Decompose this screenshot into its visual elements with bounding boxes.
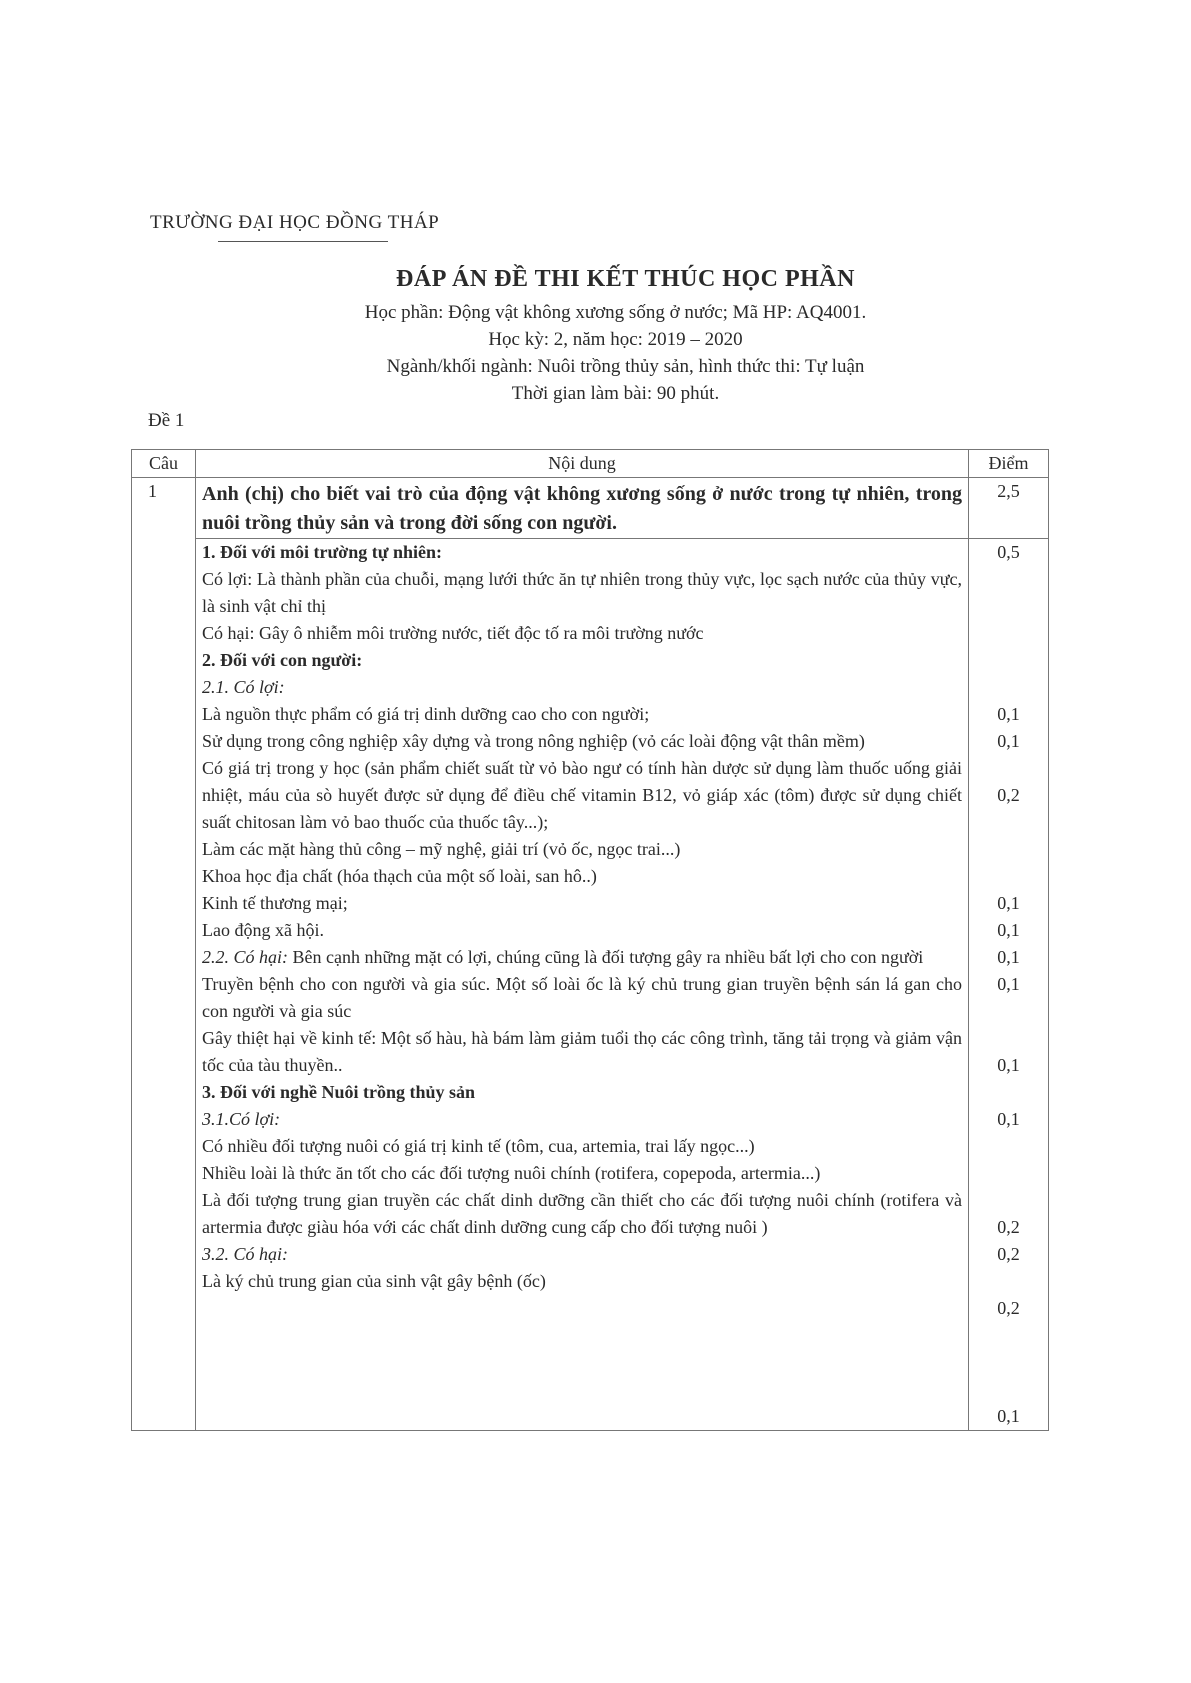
question-number: 1 bbox=[132, 478, 196, 1431]
section-2-2-label: 2.2. Có hại: bbox=[202, 947, 289, 967]
score-item: 0,1 bbox=[997, 704, 1020, 724]
document-title: ĐÁP ÁN ĐỀ THI KẾT THÚC HỌC PHẦN bbox=[396, 266, 855, 292]
question-row bbox=[132, 478, 1049, 539]
score-item: 0,1 bbox=[997, 893, 1020, 913]
score-item: 0,2 bbox=[997, 785, 1020, 805]
answer-content bbox=[196, 539, 969, 1431]
answer-row bbox=[132, 539, 1049, 1431]
list-item: Là nguồn thực phẩm có giá trị dinh dưỡng cao cho con người; bbox=[202, 704, 650, 724]
list-item: Nhiều loài là thức ăn tốt cho các đối tượng nuôi chính (rotifera, copepoda, artermia...) bbox=[202, 1163, 821, 1183]
section-2-2-intro: Bên cạnh những mặt có lợi, chúng cũng là đối tượng gây ra nhiều bất lợi cho con người bbox=[288, 947, 924, 967]
list-item: Là đối tượng trung gian truyền các chất dinh dưỡng cần thiết cho các đối tượng nuôi chính (rotifera và artermia được giàu hóa với các chất dinh dưỡng cung cấp cho đối tượng nuôi ) bbox=[202, 1190, 962, 1237]
header-content: Nội dung bbox=[196, 450, 969, 478]
header-question: Câu bbox=[132, 450, 196, 478]
list-item: Khoa học địa chất (hóa thạch của một số loài, san hô..) bbox=[202, 866, 597, 886]
list-item: Làm các mặt hàng thủ công – mỹ nghệ, giải trí (vỏ ốc, ngọc trai...) bbox=[202, 839, 681, 859]
header-score: Điểm bbox=[969, 450, 1049, 478]
score-section-1: 0,5 bbox=[997, 542, 1020, 562]
answer-table bbox=[131, 449, 1049, 1431]
list-item: Có nhiều đối tượng nuôi có giá trị kinh tế (tôm, cua, artemia, trai lấy ngọc...) bbox=[202, 1136, 755, 1156]
score-item: 0,2 bbox=[997, 1298, 1020, 1318]
section-2-heading: 2. Đối với con người: bbox=[202, 650, 363, 670]
exam-label: Đề 1 bbox=[148, 410, 185, 431]
question-score: 2,5 bbox=[969, 478, 1049, 539]
section-3-1-label: 3.1.Có lợi: bbox=[202, 1109, 281, 1129]
score-item: 0,1 bbox=[997, 731, 1020, 751]
school-underline bbox=[218, 241, 388, 242]
section-1-harm: Có hại: Gây ô nhiễm môi trường nước, tiết độc tố ra môi trường nước bbox=[202, 623, 704, 643]
section-1-heading: 1. Đối với môi trường tự nhiên: bbox=[202, 542, 443, 562]
course-line: Học phần: Động vật không xương sống ở nước; Mã HP: AQ4001. bbox=[364, 302, 867, 323]
score-item: 0,1 bbox=[997, 1109, 1020, 1129]
score-item: 0,2 bbox=[997, 1244, 1020, 1264]
score-item: 0,2 bbox=[997, 1217, 1020, 1237]
section-2-1-label: 2.1. Có lợi: bbox=[202, 677, 285, 697]
section-2-2-paragraph bbox=[202, 944, 962, 971]
score-item: 0,1 bbox=[997, 974, 1020, 994]
list-item: Có giá trị trong y học (sản phẩm chiết suất từ vỏ bào ngư có tính hàn dược sử dụng làm thuốc uống giải nhiệt, máu của sò huyết được sử dụng để điều chế vitamin B12, vỏ giáp xác (tôm) được sử dụng chiết suất chitosan làm vỏ bao thuốc của thuốc tây...); bbox=[202, 758, 962, 832]
time-line: Thời gian làm bài: 90 phút. bbox=[511, 383, 720, 404]
list-item: Gây thiệt hại về kinh tế: Một số hàu, hà bám làm giảm tuổi thọ các công trình, tăng tải trọng và giảm vận tốc của tàu thuyền.. bbox=[202, 1028, 962, 1075]
score-item: 0,1 bbox=[997, 1406, 1020, 1426]
section-3-heading: 3. Đối với nghề Nuôi trồng thủy sản bbox=[202, 1082, 476, 1102]
major-line: Ngành/khối ngành: Nuôi trồng thủy sản, hình thức thi: Tự luận bbox=[386, 356, 865, 377]
score-item: 0,1 bbox=[997, 920, 1020, 940]
question-text: Anh (chị) cho biết vai trò của động vật không xương sống ở nước trong tự nhiên, trong nuôi trồng thủy sản và trong đời sống con người. bbox=[196, 478, 969, 539]
table-header-row bbox=[132, 450, 1049, 478]
section-1-benefit: Có lợi: Là thành phần của chuỗi, mạng lưới thức ăn tự nhiên trong thủy vực, lọc sạch nước của thủy vực, là sinh vật chỉ thị bbox=[202, 569, 962, 616]
list-item: Kinh tế thương mại; bbox=[202, 893, 348, 913]
section-3-2-label: 3.2. Có hại: bbox=[202, 1244, 289, 1264]
school-name: TRƯỜNG ĐẠI HỌC ĐỒNG THÁP bbox=[150, 212, 440, 233]
score-item: 0,1 bbox=[997, 1055, 1020, 1075]
list-item: Truyền bệnh cho con người và gia súc. Một số loài ốc là ký chủ trung gian truyền bệnh sán lá gan cho con người và gia súc bbox=[202, 974, 962, 1021]
score-item: 0,1 bbox=[997, 947, 1020, 967]
list-item: Là ký chủ trung gian của sinh vật gây bệnh (ốc) bbox=[202, 1271, 546, 1291]
list-item: Lao động xã hội. bbox=[202, 920, 324, 940]
answer-scores bbox=[969, 539, 1049, 1431]
semester-line: Học kỳ: 2, năm học: 2019 – 2020 bbox=[488, 329, 743, 350]
list-item: Sử dụng trong công nghiệp xây dựng và trong nông nghiệp (vỏ các loài động vật thân mềm) bbox=[202, 731, 865, 751]
